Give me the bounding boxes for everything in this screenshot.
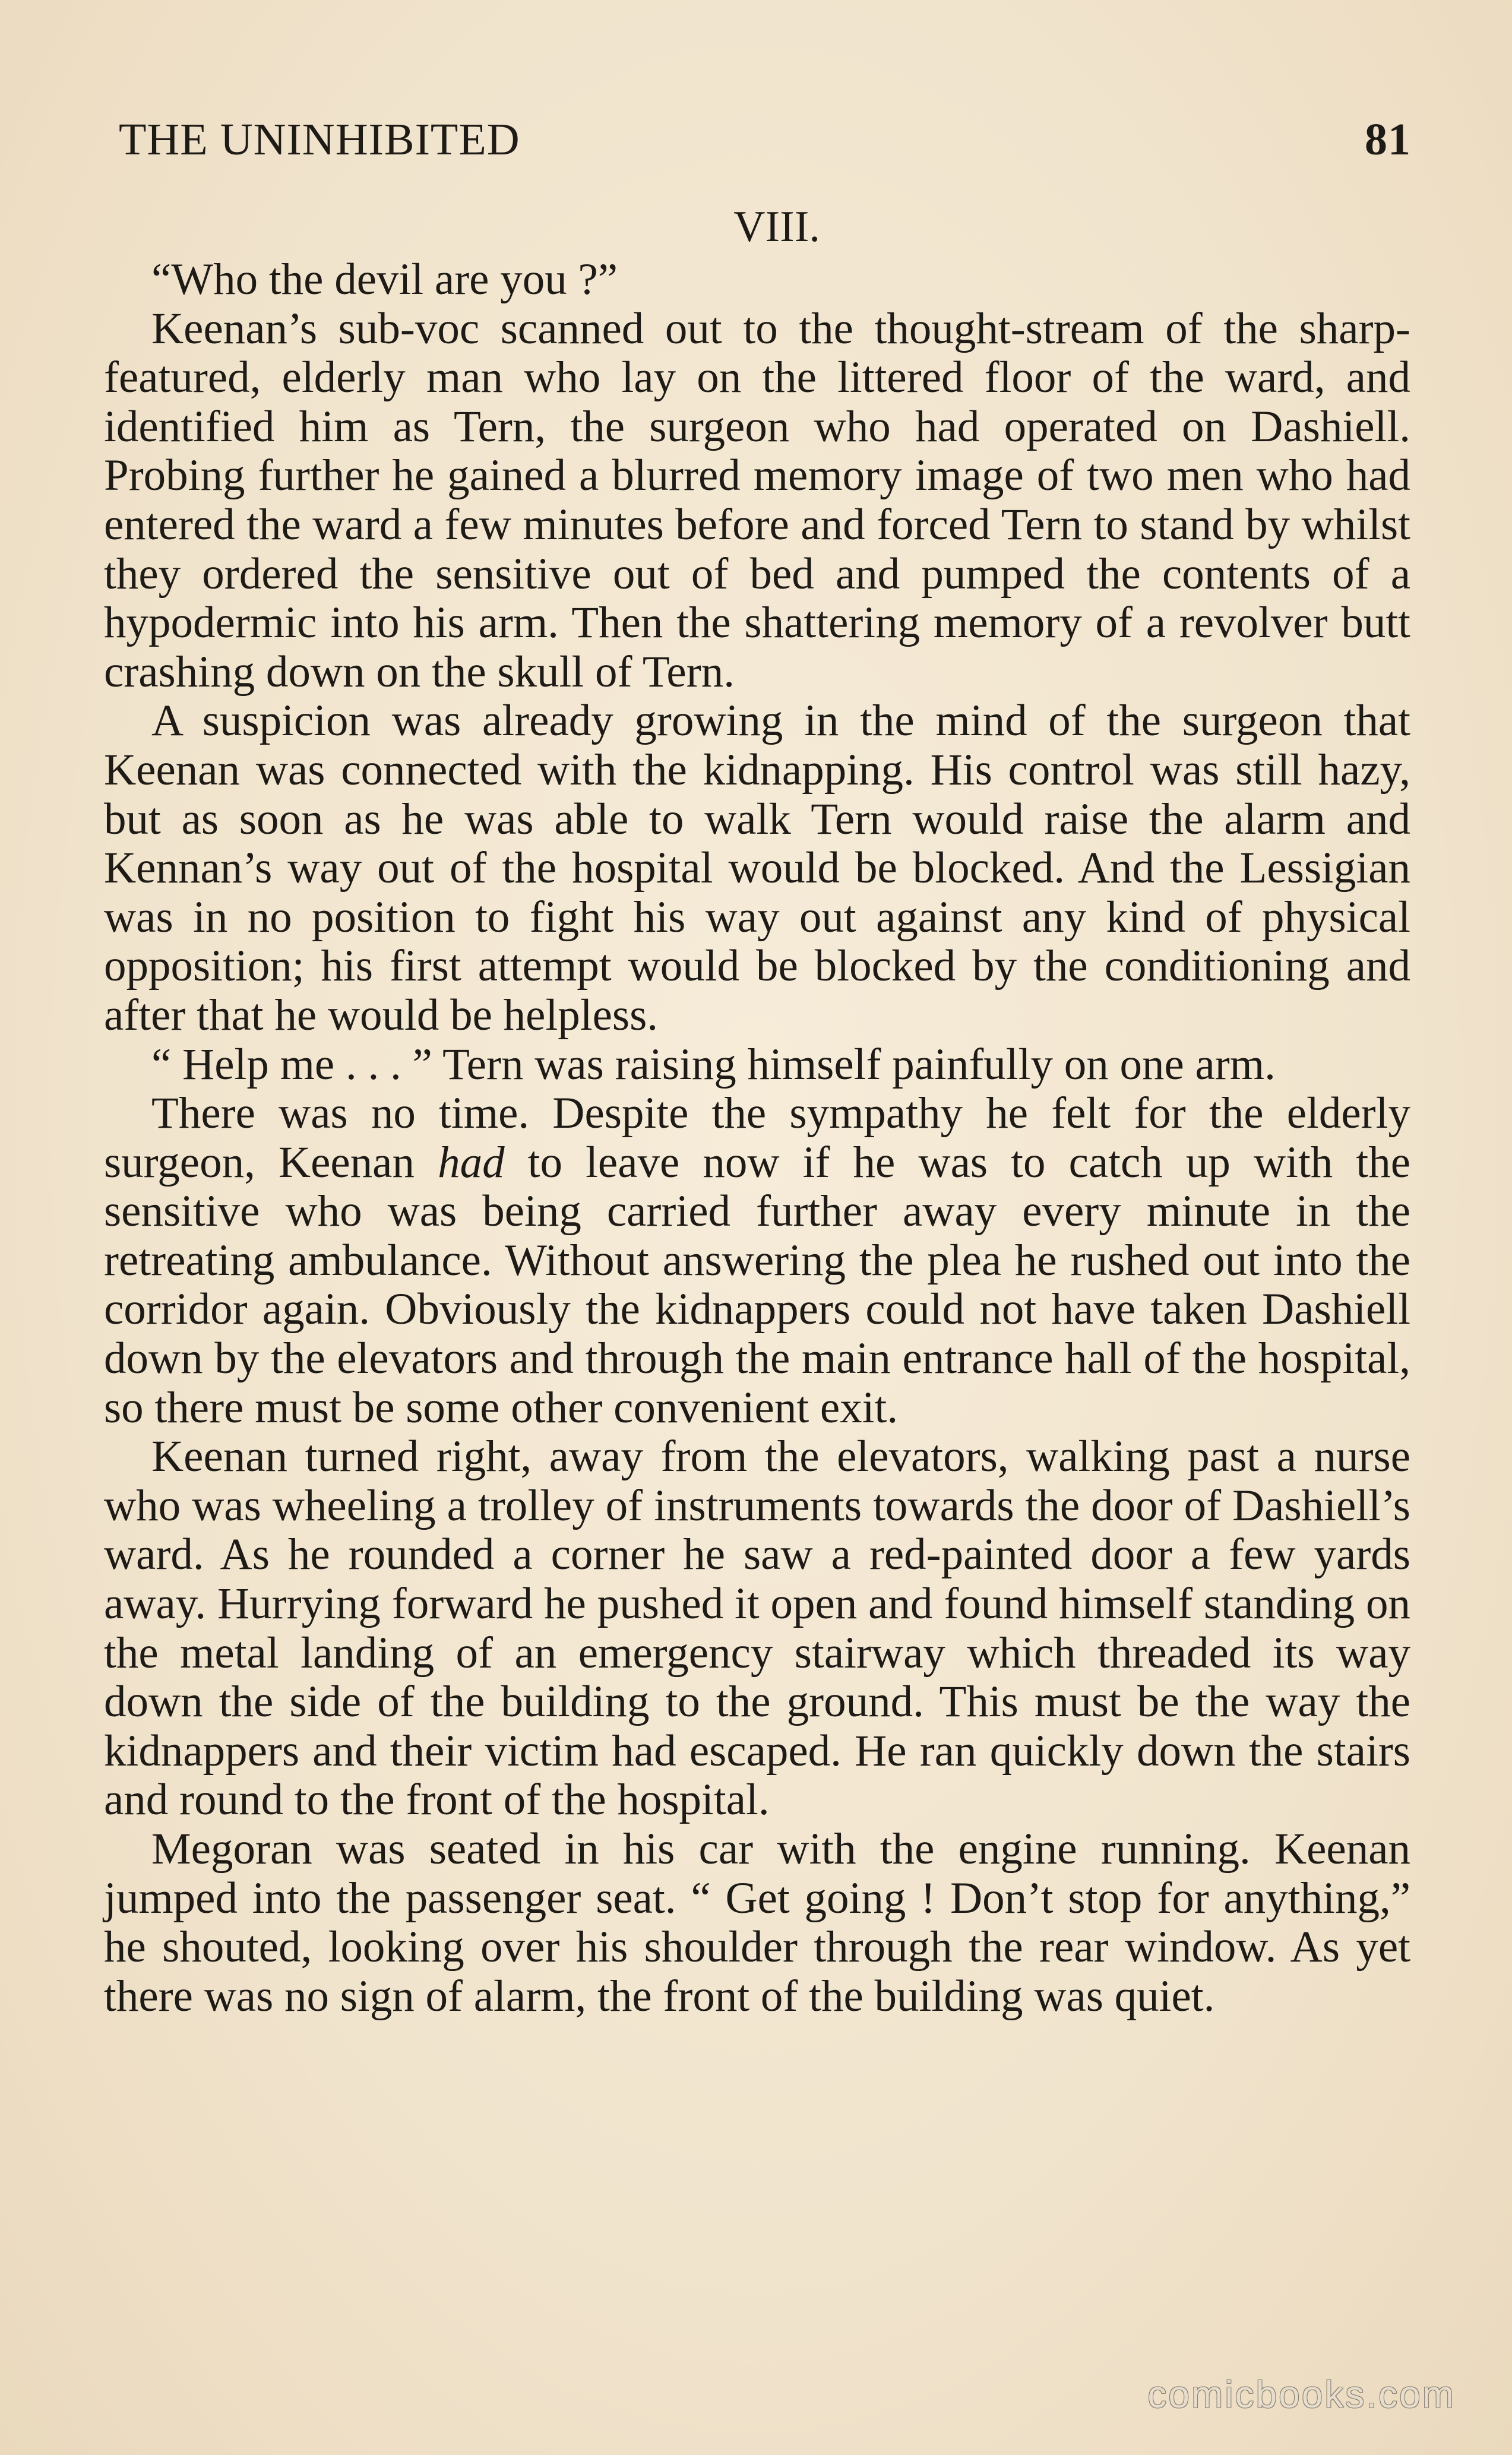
watermark: comicbooks.com [1147,2373,1456,2416]
page-number: 81 [1365,114,1411,164]
paragraph-5-after: to leave now if he was to catch up with the sensitive who was being carried further away every minute in the retreating ambulance. Without answering the plea he rushed out into the corridor again. Obviously the kidnappers could not have taken Dashiell down by the elevators and through the main entrance hall of the hospital, so there must be some other convenient exit. [104,1137,1411,1432]
running-header [119,107,1411,172]
paragraph-2: Keenan’s sub-voc scanned out to the thought-stream of the sharp-featured, elderly man who lay on the littered floor of the ward, and identified him as Tern, the surgeon who had operated on Dashiell. Probing further he gained a blurred memory image of two men who had entered the ward a few minutes before and forced Tern to stand by whilst they ordered the sensitive out of bed and pumped the contents of a hypodermic into his arm. Then the shattering memory of a revolver butt crashing down on the skull of Tern. [104,303,1410,697]
paragraph-5 [104,1089,1410,1432]
paragraph-3: A suspicion was already growing in the mind of the surgeon that Keenan was connected with the kidnapping. His control was still hazy, but as soon as he was able to walk Tern would raise the alarm and Kennan’s way out of the hospital would be blocked. And the Lessigian was in no position to fight his way out against any kind of physical opposition; his first attempt would be blocked by the conditioning and after that he would be helpless. [104,696,1410,1040]
paragraph-1: “Who the devil are you ?” [151,255,618,304]
body-text [104,255,1410,2021]
paragraph-5-emphasis: had [438,1137,505,1187]
paragraph-6: Keenan turned right, away from the elevators, walking past a nurse who was wheeling a trolley of instruments towards the door of Dashiell’s ward. As he rounded a corner he saw a red-painted door a few yards away. Hurrying forward he pushed it open and found himself standing on the metal landing of an emergency stairway which threaded its way down the side of the building to the ground. This must be the way the kidnappers and their victim had escaped. He ran quickly down the stairs and round to the front of the hospital. [104,1432,1410,1825]
running-title: THE UNINHIBITED [119,114,520,164]
paragraph-5-before: There was no time. Despite the sympathy he felt for the elderly surgeon, Keenan [104,1089,1410,1187]
paragraph-4: “ Help me . . . ” Tern was raising himself painfully on one arm. [151,1039,1276,1089]
paragraph-7: Megoran was seated in his car with the engine running. Keenan jumped into the passenger seat. “ Get going ! Don’t stop for anything,” he shouted, looking over his shoulder through the rear window. As yet there was no sign of alarm, the front of the building was quiet. [104,1824,1410,2021]
chapter-heading: VIII. [733,203,820,251]
